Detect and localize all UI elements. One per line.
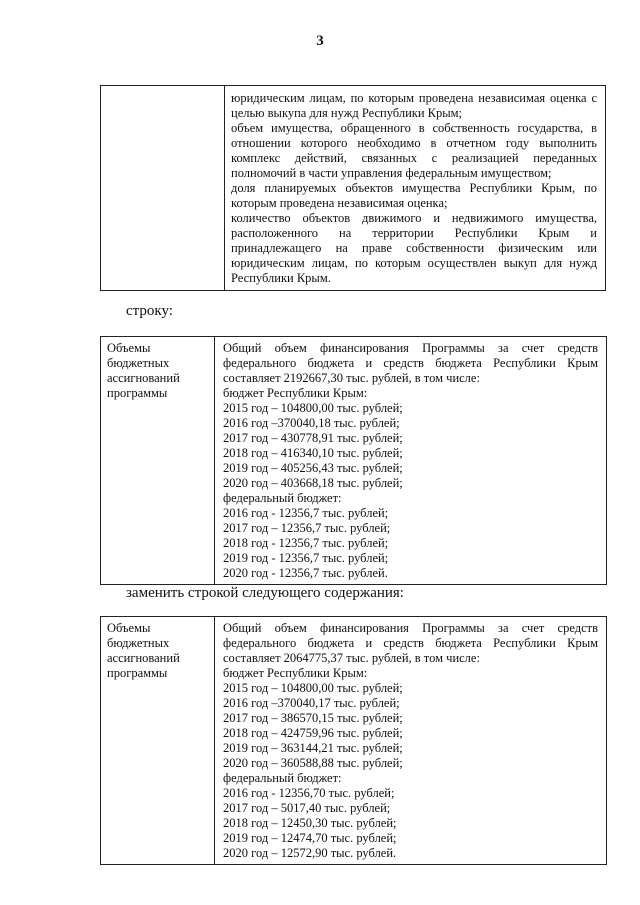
table1-line: доля планируемых объектов имущества Республики Крым, по которым проведена независимая оценка; [231,181,597,210]
table2-line: 2018 год – 416340,10 тыс. рублей; [223,446,403,460]
table2-left-cell: Объемы бюджетных ассигнований программы [101,337,215,585]
table2-line: 2020 год – 403668,18 тыс. рублей; [223,476,403,490]
table2-right-cell [215,337,607,585]
table3-line: 2020 год – 360588,88 тыс. рублей; [223,756,403,770]
page-number: 3 [316,33,324,49]
table3-line: 2017 год – 5017,40 тыс. рублей; [223,801,391,815]
table3-left-cell: Объемы бюджетных ассигнований программы [101,617,215,865]
table3-line: 2016 год - 12356,70 тыс. рублей; [223,786,395,800]
table3-line: 2016 год –370040,17 тыс. рублей; [223,696,400,710]
table2-line: 2017 год – 430778,91 тыс. рублей; [223,431,403,445]
table2-line: 2015 год – 104800,00 тыс. рублей; [223,401,403,415]
table1-right-cell [225,86,606,291]
table3-line: 2018 год – 424759,96 тыс. рублей; [223,726,403,740]
table2-line: 2020 год - 12356,7 тыс. рублей. [223,566,388,580]
heading-stroku: строку: [126,303,173,319]
table-row [101,337,607,585]
table-row [101,86,606,291]
table3-line: 2020 год – 12572,90 тыс. рублей. [223,846,397,860]
table1-left-cell [101,86,225,291]
table2-line: 2018 год - 12356,7 тыс. рублей; [223,536,389,550]
table1-line: количество объектов движимого и недвижимого имущества, расположенного на территории Республики Крым и принадлежащего на праве собственности физическим или юридическим лицам, по которым осуществлен выкуп для нужд Республики Крым. [231,211,597,285]
table3-line: 2015 год – 104800,00 тыс. рублей; [223,681,403,695]
table3-line: 2018 год – 12450,30 тыс. рублей; [223,816,397,830]
table2-line: 2016 год –370040,18 тыс. рублей; [223,416,400,430]
table2-line: бюджет Республики Крым: [223,386,368,400]
table-indicators-continuation [100,85,606,291]
table2-intro: Общий объем финансирования Программы за счет средств федерального бюджета и средств бюджета Республики Крым составляет 2192667,30 тыс. рублей, в том числе: [223,341,598,385]
table2-line: 2017 год – 12356,7 тыс. рублей; [223,521,391,535]
table1-line: юридическим лицам, по которым проведена независимая оценка с целью выкупа для нужд Республики Крым; [231,91,597,120]
table2-line: 2019 год – 405256,43 тыс. рублей; [223,461,403,475]
table2-line: федеральный бюджет: [223,491,342,505]
heading-replace: заменить строкой следующего содержания: [126,585,404,601]
table-row [101,617,607,865]
table3-right-cell [215,617,607,865]
table-new-budget [100,616,607,865]
table3-line: 2017 год – 386570,15 тыс. рублей; [223,711,403,725]
table1-line: объем имущества, обращенного в собственность государства, в отношении которого необходимо в отчетном году выполнить комплекс действий, связанных с реализацией переданных полномочий в части управления федеральным имуществом; [231,121,597,180]
table3-line: 2019 год – 12474,70 тыс. рублей; [223,831,397,845]
table3-line: 2019 год – 363144,21 тыс. рублей; [223,741,403,755]
table-old-budget [100,336,607,585]
table2-line: 2019 год - 12356,7 тыс. рублей; [223,551,389,565]
table3-line: федеральный бюджет: [223,771,342,785]
table3-intro: Общий объем финансирования Программы за счет средств федерального бюджета и средств бюджета Республики Крым составляет 2064775,37 тыс. рублей, в том числе: [223,621,598,665]
table2-line: 2016 год - 12356,7 тыс. рублей; [223,506,389,520]
table3-line: бюджет Республики Крым: [223,666,368,680]
